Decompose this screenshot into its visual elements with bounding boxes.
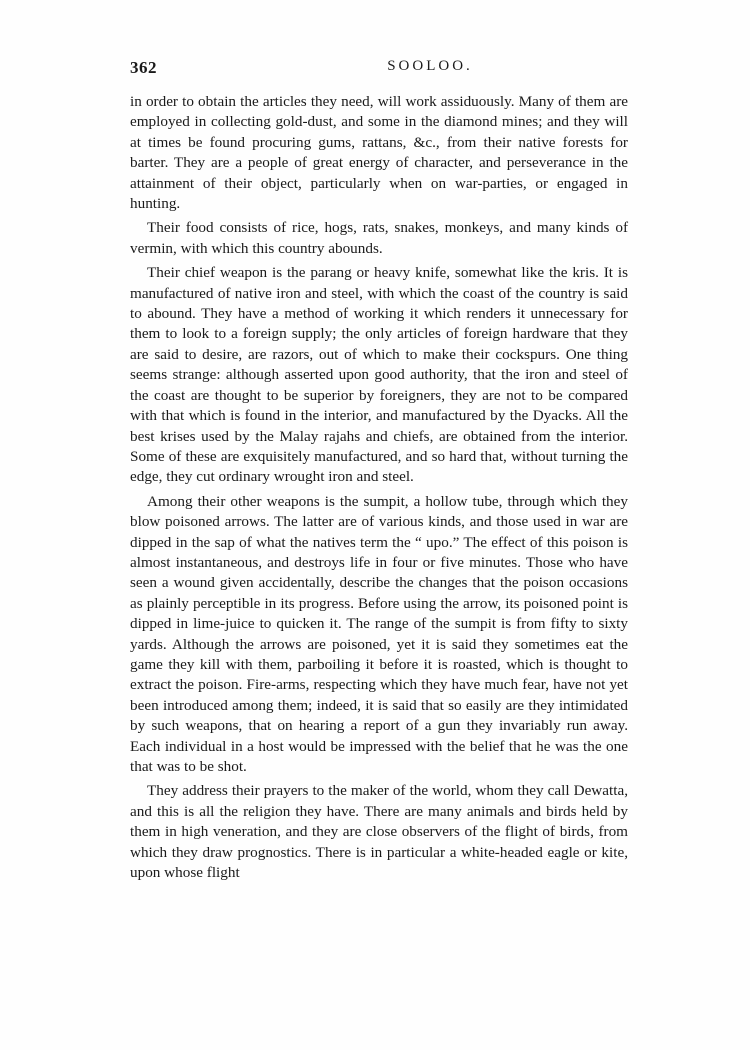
- paragraph-4: Among their other weapons is the sumpit, a hollow tube, through which they blow poisoned arrows. The latter are of various kinds, and those used in war are dipped in the sap of what the natives term the “ upo.” The effect of this poison is almost instantaneous, and destroys life in four or five minutes. Those who have seen a wound given accidentally, describe the changes that the poison occasions as plainly perceptible in its progress. Before using the arrow, its poisoned point is dipped in lime-juice to quicken it. The range of the sumpit is from fifty to sixty yards. Although the arrows are poisoned, yet it is said they sometimes eat the game they kill with them, parboiling it before it is roasted, which is thought to extract the poison. Fire-arms, respecting which they have much fear, have not yet been introduced among them; indeed, it is said that so easily are they intimidated by such weapons, that on hearing a report of a gun they invariably run away. Each individual in a host would be impressed with the belief that he was the one that was to be shot.: [130, 492, 628, 775]
- paragraph-1: in order to obtain the articles they need, will work assiduously. Many of them are employed in collecting gold-dust, and some in the diamond mines; and they will at times be found procuring gums, rattans, &c., from their native forests for barter. They are a people of great energy of character, and perseverance in the attainment of their object, particularly when on war-parties, or engaged in hunting.: [130, 93, 628, 213]
- page-number: 362: [130, 58, 157, 77]
- paragraph-2: Their food consists of rice, hogs, rats, snakes, monkeys, and many kinds of vermin, with which this country abounds.: [130, 219, 628, 257]
- paragraph-5: They address their prayers to the maker of the world, whom they call Dewatta, and this is all the religion they have. There are many animals and birds held by them in high veneration, and they are close observers of the flight of birds, from which they draw prognostics. There is in particular a white-headed eagle or kite, upon whose flight: [130, 782, 628, 882]
- body-text: [130, 92, 628, 887]
- paragraph-3: Their chief weapon is the parang or heavy knife, somewhat like the kris. It is manufactured of native iron and steel, with which the coast of the country is said to abound. They have a method of working it which renders it unnecessary for them to look to a foreign supply; the only articles of foreign hardware that they are said to desire, are razors, out of which to make their cockspurs. One thing seems strange: although asserted upon good authority, that the iron and steel of the coast are thought to be superior by foreigners, they are not to be compared with that which is found in the interior, and manufactured by the Dyacks. All the best krises used by the Malay rajahs and chiefs, are obtained from the interior. Some of these are exquisitely manufactured, and so hard that, without turning the edge, they cut ordinary wrought iron and steel.: [130, 264, 628, 486]
- running-head: SOOLOO.: [387, 58, 473, 74]
- page-header: [130, 58, 630, 82]
